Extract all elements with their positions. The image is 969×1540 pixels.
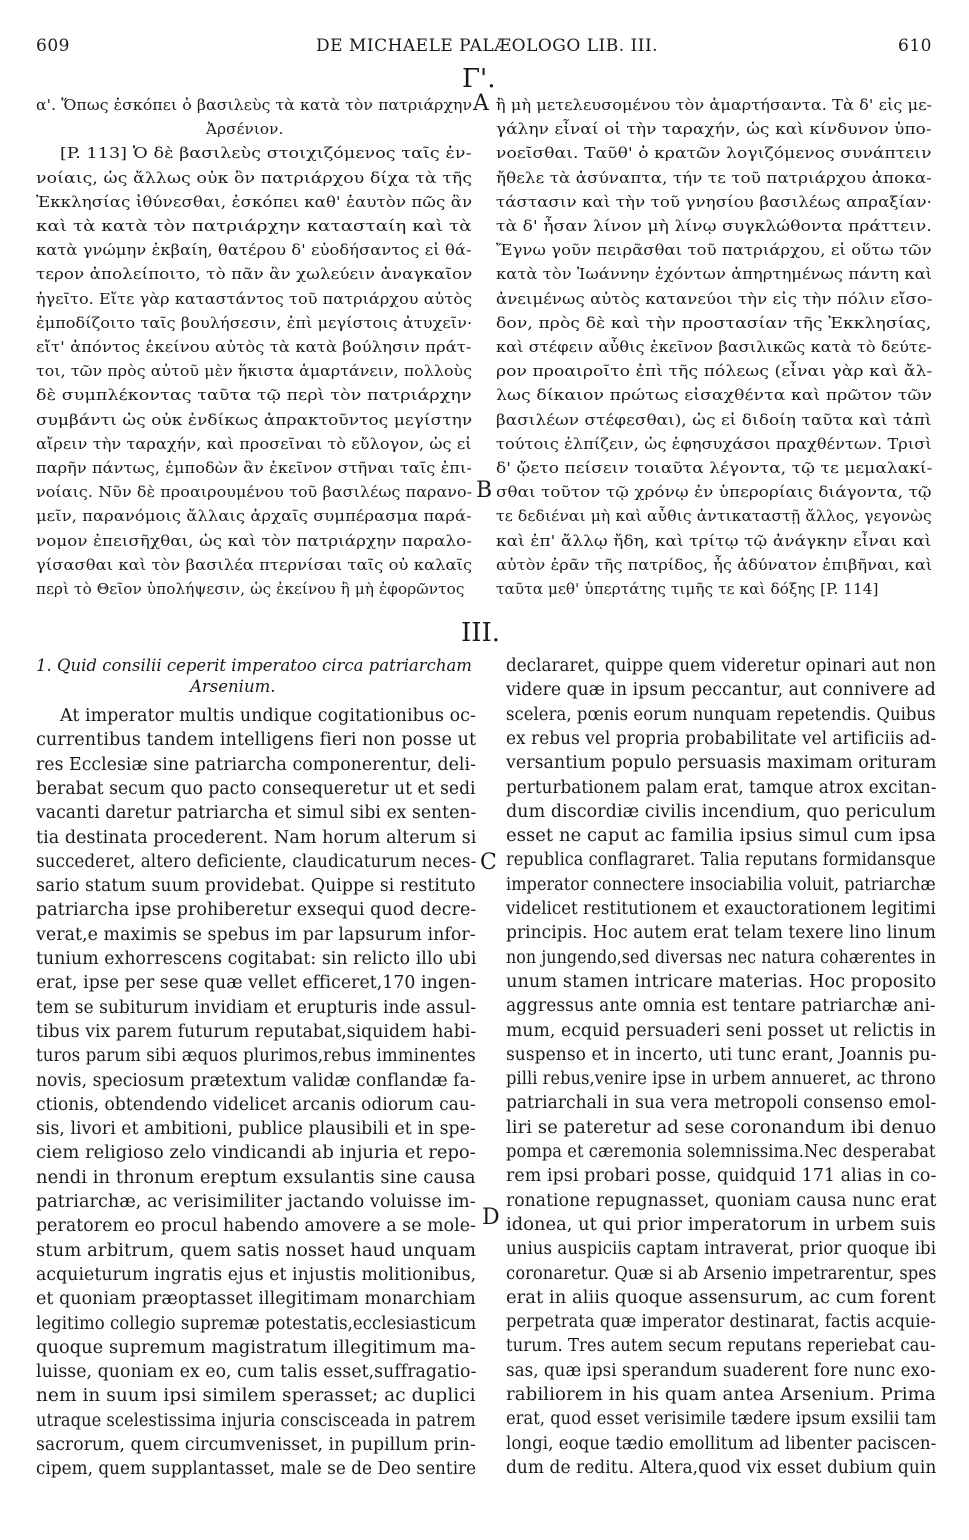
text-line: tem se subiturum invidiam et erupturis inde assul- [36, 997, 477, 1018]
text-line: ἤθελε τὰ ἀσύναπτα, τήν τε τοῦ πατριάρχου ἀποκα- [496, 168, 932, 187]
text-line: quoque supremum magistratum illegitimum ma- [36, 1337, 476, 1358]
text-line: utraque scelestissima injuria conscisceada in patrem [36, 1410, 476, 1431]
text-line: republica conflagraret. Talia reputans formidansque [506, 850, 936, 871]
text-line: videre quæ in ipsum peccantur, aut connivere ad [506, 680, 936, 701]
text-line: δον, πρὸς δὲ καὶ τὴν προστασίαν τῆς Ἐκκλησίας, [496, 313, 932, 332]
text-line: γίσασθαι καὶ τὸν βασιλέα πτερνίσαι ταῖς οὐ καλαῖς [36, 555, 473, 574]
text-line: patriarcha ipse prohiberetur exsequi quod decre- [36, 900, 477, 921]
margin-letter-a: A [473, 91, 489, 116]
text-line: τάστασιν καὶ τὴν τοῦ γνησίου βασιλέως απραξίαν· [496, 192, 933, 211]
text-line: nem in suum ipsi similem sperasset; ac duplici [36, 1386, 476, 1407]
text-line: α'. Ὅπως ἐσκόπει ὁ βασιλεὺς τὰ κατὰ τὸν πατριάρχην [36, 96, 473, 114]
text-line: perturbationem palam erat, tamque atrox excitan- [506, 777, 937, 798]
text-line: stum arbitrum, quem satis nosset haud unquam [36, 1240, 477, 1261]
text-line: ρον προαιροῖτο ἐπὶ τῆς πόλεως (εἶναι γὰρ καὶ ἄλ- [496, 362, 933, 381]
text-line: [P. 113] Ὁ δὲ βασιλεὺς στοιχιζόμενος ταῖς ἐν- [60, 144, 472, 163]
page-number-right: 610 [898, 36, 932, 56]
text-line: perpetrata quæ imperator destinarat, factis acquie- [506, 1312, 936, 1333]
text-line: παρῆν πάντως, ἐμποδὼν ἂν ἐκεῖνον στῆναι ταῖς ἐπι- [36, 459, 472, 477]
text-line: τερον ἀπολείποιτο, τὸ πᾶν ἂν χωλεύειν ἀναγκαῖον [36, 265, 473, 284]
text-line: patriarchali in sua vera metropoli consenso emol- [506, 1093, 937, 1114]
text-line: tia destinata procederent. Nam horum alterum si [36, 827, 477, 848]
greek-section-mark: Γ'. [462, 64, 496, 94]
text-line: σθαι τοῦτον τῷ χρόνῳ ἐν ὑπερορίαις διάγοντα, τῷ [496, 483, 932, 502]
text-line: pilli rebus,venire ipse in urbem annueret, ac throno [506, 1069, 936, 1090]
text-line: καὶ στέφειν αὖθις ἐκεῖνον βασιλικῶς κατὰ τὸ δεύτε- [496, 338, 932, 356]
text-line: videlicet restitutionem et exauctorationem legitimi [506, 899, 936, 919]
text-line: longi, eoque tædio emollitum ad libenter paciscen- [506, 1433, 937, 1454]
text-line: unius auspiciis captam intraverat, prior quoque ibi [506, 1239, 937, 1260]
text-line: βασιλέων στέφεσθαι), ὡς εἰ διδοίη ταῦτα καὶ τἀπὶ [496, 410, 932, 429]
text-line: erat in aliis quoque assensurum, ac cum forent [506, 1287, 936, 1308]
text-line: scelera, pœnis eorum nunquam repetendis. Quibus [506, 704, 936, 725]
text-line: vacanti daretur patriarcha et simul sibi ex senten- [36, 803, 477, 824]
text-line: coronaretur. Quæ si ab Arsenio impetrarentur, spes [506, 1263, 937, 1284]
margin-letter-b: B [476, 478, 493, 503]
latin-column-right [506, 656, 936, 1506]
text-line: novis, speciosum prætextum validæ conflandæ fa- [36, 1070, 476, 1091]
text-line: νοίαις. Νῦν δὲ προαιρουμένου τοῦ βασιλέως παρανο- [36, 483, 473, 502]
text-line: berabat secum quo pacto consequeretur ut et sedi [36, 778, 476, 799]
text-line: ronatione repugnasset, quoniam causa nunc erat [506, 1190, 937, 1211]
text-line: patriarchæ, ac verisimiliter jactando voluisse im- [36, 1192, 476, 1212]
text-line: cipem, quem supplantasset, male se de Deo sentire [36, 1459, 477, 1480]
text-line: declararet, quippe quem videretur opinari aut non [506, 656, 937, 676]
text-line: dum de reditu. Altera,quod vix esset dubium quin [506, 1457, 937, 1478]
text-line: νοίαις, ὡς ἄλλως οὐκ ὂν πατριάρχου δίχα τὰ τῆς [36, 168, 473, 187]
text-line: μεῖν, παρανόμοις ἄλλαις ἀρχαῖς συμπέρασμα παρά- [36, 507, 472, 526]
text-line: ctionis, obtendendo videlicet arcanis odiorum cau- [36, 1094, 476, 1115]
text-line: δὲ συμπλέκοντας ταῦτα τῷ περὶ τὸν πατριάρχην [36, 386, 472, 405]
text-line: κατὰ γνώμην ἐκβαίη, θατέρου δ' εὐοδήσαντος εἰ θά- [36, 241, 472, 260]
text-line: turos parum sibi æquos plurimos,rebus imminentes [36, 1046, 476, 1067]
text-line: acquieturum ingratis ejus et injustis molitionibus, [36, 1264, 477, 1285]
text-line: καὶ ἐπ' ἄλλῳ ἤδη, καὶ τρίτῳ τῷ ἀνάγκην εἶναι καὶ [496, 531, 932, 550]
text-line: Ἔγνω γοῦν πειρᾶσθαι τοῦ πατριάρχου, εἰ οὕτω τῶν [496, 241, 932, 260]
greek-column-left [36, 96, 472, 616]
text-line: sario statum suum providebat. Quippe si restituto [36, 876, 476, 897]
text-line: νομον ἐπεισῆχθαι, ὡς καὶ τὸν πατριάρχην παραλο- [36, 531, 473, 550]
text-line: εἴτ' ἀπόντος ἐκείνου αὐτὸς τὰ κατὰ βούλησιν πράτ- [36, 338, 472, 356]
text-line: τὰ δ' ἦσαν λίνον μὴ λίνῳ συγκλώθοντα πράττειν. [496, 217, 932, 235]
text-line: peratorem eo procul habendo amovere a se mole- [36, 1216, 476, 1237]
text-line: αἴρειν τὴν ταραχήν, καὶ προσεῖναι τὸ εὔλογον, ὡς εἰ [36, 434, 472, 453]
text-line: turum. Tres autem secum reputans reperiebat cau- [506, 1336, 936, 1357]
text-line: et quoniam præoptasset illegitimam monarchiam [36, 1289, 476, 1310]
text-line: tibus vix parem futurum reputabat,siquidem habi- [36, 1021, 477, 1042]
text-line: τοι, τῶν πρὸς αὐτοῦ μὲν ἥκιστα ἁμαρτάνειν, πολλοὺς [36, 362, 473, 381]
text-line: rem ipsi probari posse, quidquid 171 alias in co- [506, 1166, 937, 1187]
greek-column-right [496, 96, 932, 616]
text-line: ἢ μὴ μετελευσομένου τὸν ἁμαρτήσαντα. Τὰ δ' εἰς με- [496, 96, 933, 114]
text-line: sas, quæ ipsi sperandum suaderent fore nunc exo- [506, 1360, 936, 1381]
text-line: ἡγεῖτο. Εἴτε γὰρ καταστάντος τοῦ πατριάρχου αὐτὸς [36, 289, 473, 308]
latin-heading-line-1: 1. Quid consilii ceperit imperatoo circa patriarcham [36, 656, 472, 675]
text-line: suspenso et in incerto, uti tunc erant, Joannis pu- [506, 1044, 937, 1065]
text-line: At imperator multis undique cogitationibus oc- [60, 706, 476, 726]
text-line: pompa et cæremonia solemnissima.Nec desperabat [506, 1142, 936, 1162]
text-line: principis. Hoc autem erat telam texere lino linum [506, 923, 936, 944]
text-line: sis, livori et ambitioni, publice plausibili et in spe- [36, 1119, 476, 1140]
text-line: dum discordiæ civilis incendium, quo periculum [506, 801, 936, 822]
page-number-left: 609 [36, 36, 70, 56]
text-line: sacrorum, quem circumvenisset, in pupillum prin- [36, 1435, 476, 1455]
text-line: idonea, ut qui prior imperatorum in urbem suis [506, 1214, 936, 1235]
text-line: res Ecclesiæ sine patriarcha componerentur, deli- [36, 754, 476, 775]
text-line: τε δεδιέναι μὴ καὶ αὖθις ἀντικαταστῇ ἄλλος, γεγονὼς [496, 507, 932, 526]
text-line: erat, quod esset verisimile tædere ipsum exsilii tam [506, 1409, 937, 1430]
text-line: luisse, quoniam ex eo, cum talis esset,suffragatio- [36, 1362, 477, 1383]
text-line: non jungendo,sed diversas nec natura cohærentes in [506, 947, 936, 968]
text-line: esset ne caput ac familia ipsius simul cum ipsa [506, 826, 936, 847]
text-line: succederet, altero deficiente, claudicaturum neces- [36, 851, 477, 872]
text-line: ex rebus vel propria probabilitate vel artificiis ad- [506, 728, 937, 749]
text-line: currentibus tandem intelligens fieri non posse ut [36, 730, 477, 751]
text-line: liri se pateretur ad sese coronandum ibi denuo [506, 1117, 937, 1138]
text-line: legitimo collegio supremæ potestatis,ecclesiasticum [36, 1313, 477, 1334]
running-title: DE MICHAELE PALÆOLOGO LIB. III. [316, 36, 659, 56]
text-line: αὐτὸν ἐρᾶν τῆς πατρίδος, ἧς ἀδύνατον ἐπιβῆναι, καὶ [496, 555, 933, 574]
text-line: erat, ipse per sese quæ vellet efficeret,170 ingen- [36, 973, 477, 994]
text-line: ἐμποδίζοιτο ταῖς βουλήσεσιν, ἐπὶ μεγίστοις ἀτυχεῖν· [36, 313, 473, 332]
text-line: περὶ τὸ Θεῖον ὑπολήψεσιν, ὡς ἐκείνου ἢ μὴ ἐφορῶντος [36, 580, 465, 598]
text-line: verat,e maximis se spebus im par lapsurum infor- [36, 924, 476, 945]
latin-heading-line-2: Arsenium. [190, 677, 276, 696]
text-line: imperator connectere insociabilia voluit, patriarchæ [506, 874, 936, 895]
text-line: συμβάντι ὡς οὐκ ἐνδίκως ἀπρακτοῦντος μεγίστην [36, 410, 473, 429]
text-line: γάλην εἶναί οἱ τὴν ταραχήν, ὡς καὶ κίνδυνον ὑπο- [496, 120, 932, 139]
margin-letter-c: C [480, 850, 497, 875]
text-line: ciem religioso zelo vindicandi ab injuria et repo- [36, 1143, 476, 1164]
text-line: ἀνειμένως αὐτὸς κατανεύοι τὴν εἰς τὴν πόλιν εἴσο- [496, 289, 933, 308]
text-line: rabiliorem in his quam antea Arsenium. Prima [506, 1385, 936, 1405]
text-line: tunium exhorrescens cogitabat: sin relicto illo ubi [36, 949, 477, 969]
margin-letter-d: D [482, 1205, 500, 1230]
text-line: nendi in thronum ereptum exsulantis sine causa [36, 1167, 476, 1188]
text-line: Ἀρσένιον. [206, 120, 284, 139]
text-line: καὶ τὰ κατὰ τὸν πατριάρχην κατασταίη καὶ τὰ [36, 217, 472, 235]
text-line: λως δίκαιον πρώτως εἰσαχθέντα καὶ πρῶτον τῶν [496, 386, 932, 405]
text-line: κατὰ τὸν Ἰωάννην ἐχόντων ἀπηρτημένως πάντη καὶ [496, 265, 933, 284]
text-line: aggressus ante omnia est tentare patriarchæ ani- [506, 996, 936, 1017]
latin-column-left [36, 706, 476, 1506]
text-line: versantium populo persuasis maximam orituram [506, 753, 937, 774]
text-line: δ' ᾤετο πείσειν τοιαῦτα λέγοντα, τῷ τε μεμαλακί- [496, 459, 933, 477]
text-line: unum stamen intricare materias. Hoc proposito [506, 971, 937, 992]
text-line: τούτοις ἐλπίζειν, ὡς ἐφησυχάσοι πραχθέντων. Τρισὶ [496, 434, 932, 453]
text-line: ταῦτα μεθ' ὑπερτάτης τιμῆς τε καὶ δόξης [P. 114] [496, 580, 879, 598]
text-line: νοεῖσθαι. Ταῦθ' ὁ κρατῶν λογιζόμενος συνάπτειν [496, 144, 932, 163]
text-line: Ἐκκλησίας ἰθύνεσθαι, ἐσκόπει καθ' ἑαυτὸν πῶς ἂν [36, 192, 473, 211]
latin-section-mark: III. [461, 618, 501, 648]
text-line: mum, ecquid persuaderi seni posset ut relictis in [506, 1020, 937, 1041]
